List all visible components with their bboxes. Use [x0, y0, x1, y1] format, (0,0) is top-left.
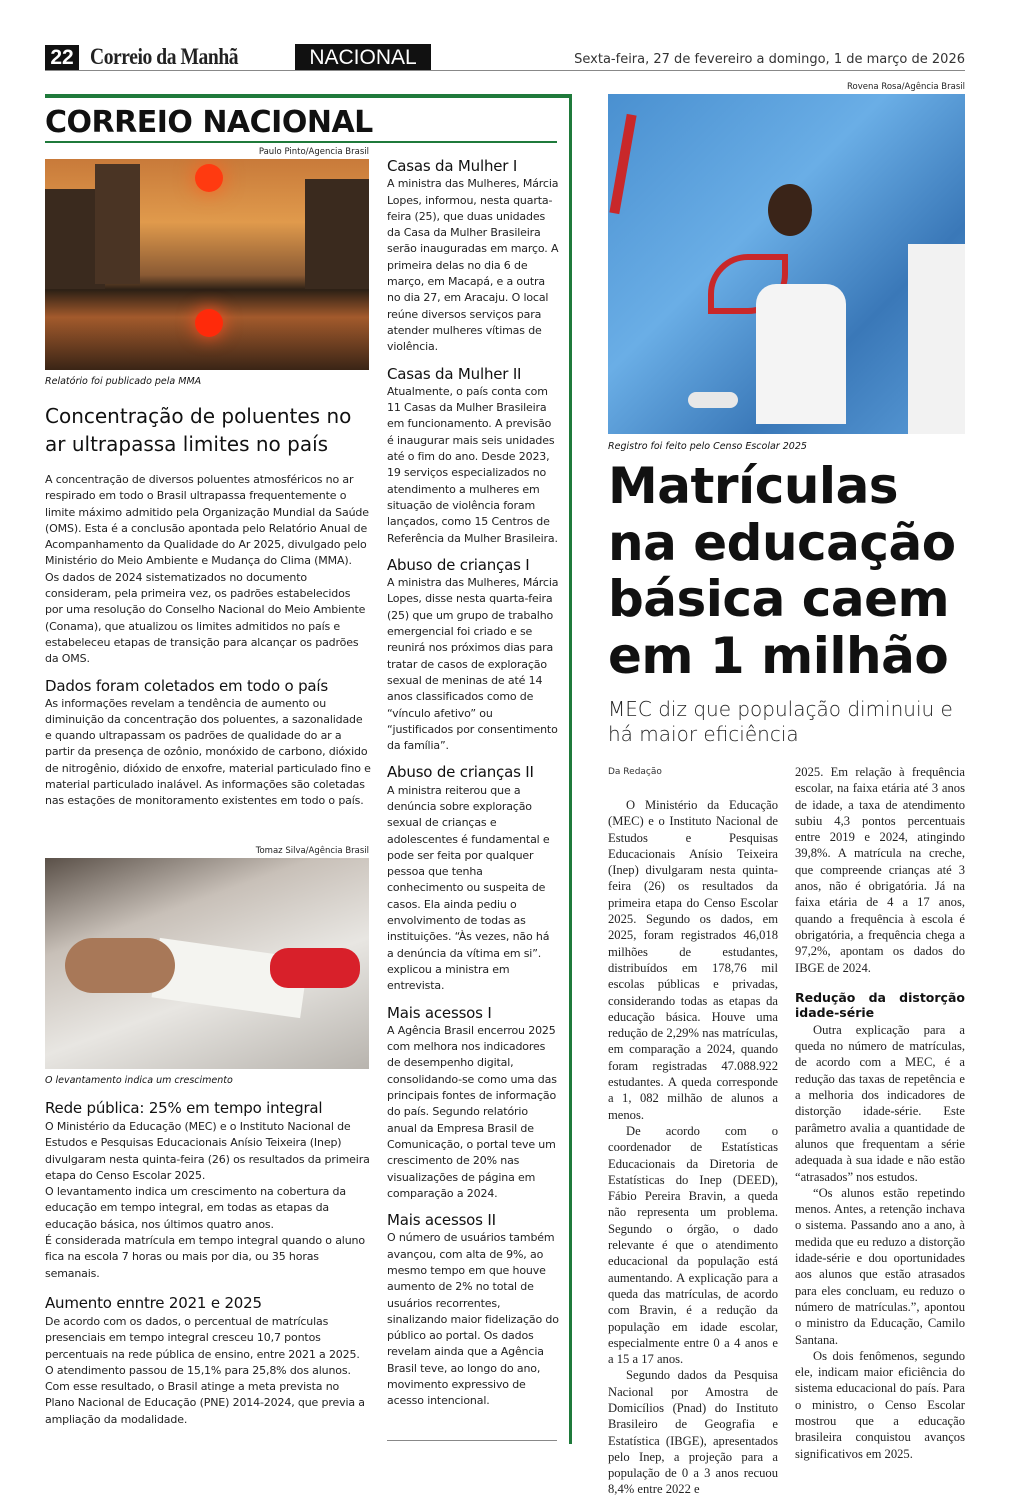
- paragraph: O Ministério da Educação (MEC) e o Instituto Nacional de Estudos e Pesquisas Educacionais Anísio Teixeira (Inep) divulgaram nesta quinta-feira (26) os resultados da primeira etapa do Censo Escolar 2025.: [45, 1120, 370, 1182]
- brief-title: Abuso de crianças I: [387, 555, 530, 574]
- sun-reflection: [195, 309, 223, 337]
- paragraph: De acordo com o coordenador de Estatísticas Educacionais da Diretoria de Estatísticas do Inep (DEED), Fábio Pereira Bravin, a queda não representa um problema. Segundo o órgão, o dado relevante é que o atendimento educacional da população está aumentando. A explicação para a queda das matrículas, de acordo com Bravin, é a redução da população em idade escolar, especialmente entre 0 a 4 anos e a 15 a 17 anos.: [608, 1123, 778, 1367]
- building-shape: [95, 164, 140, 284]
- subheading: Redução da distorção idade-série: [795, 989, 965, 1020]
- paragraph: Os dois fenômenos, segundo ele, indicam maior eficiência do sistema educacional do país. Para o ministro, o Censo Escolar mostrou que a educação brasileira conquistou avanços significativos em 2025.: [795, 1348, 965, 1461]
- photo-credit: Paulo Pinto/Agencia Brasil: [258, 147, 369, 157]
- building-shape: [305, 179, 369, 289]
- brief-item: [387, 158, 559, 356]
- green-column-rule: [569, 94, 572, 1444]
- graffiti-shape: [609, 114, 636, 214]
- paint-roller-shape: [688, 392, 738, 408]
- sun-shape: [195, 164, 223, 192]
- subheading: Rede pública: 25% em tempo integral: [45, 1099, 323, 1117]
- pencil-case-shape: [270, 948, 360, 988]
- paragraph: De acordo com os dados, o percentual de matrículas presenciais em tempo integral cresceu 10,7 pontos percentuais na rede pública de ensino, entre 2021 a 2025. O atendimento passou de 15,1% para 25,8% dos alunos. Com esse resultado, o Brasil atinge a meta prevista no Plano Nacional de Educação (PNE) 2014-2024, que previa a ampliação da modalidade.: [45, 1314, 365, 1426]
- main-headline: Matrículas na educação básica caem em 1 milhão: [608, 457, 956, 685]
- subheadline: MEC diz que população diminuiu e há maior eficiência: [608, 697, 953, 746]
- issue-date: Sexta-feira, 27 de fevereiro a domingo, 1 de março de 2026: [574, 52, 965, 67]
- header-divider: [45, 70, 965, 71]
- paragraph: Os dados de 2024 sistematizados no documento consideram, pela primeira vez, os padrões estabelecidos por uma resolução do Conselho Nacional do Meio Ambiente (Conama), que atualizou os limites admitidos no país e estabeleceu etapas de transição para alcançar os padrões da OMS.: [45, 570, 366, 666]
- column-end-rule: [387, 1440, 557, 1441]
- brief-title: Casas da Mulher II: [387, 364, 522, 383]
- arm-shape: [65, 938, 175, 993]
- brief-title: Mais acessos II: [387, 1211, 496, 1230]
- brief-item: [387, 557, 559, 755]
- child-shape: [908, 244, 965, 434]
- brief-text: Atualmente, o país conta com 11 Casas da Mulher Brasileira em funcionamento. A previsão é inaugurar mais seis unidades até o fim do ano. Desde 2023, 19 serviços especializados no atendimento a mulheres em situação de violência foram lançados, como 15 Centros de Referência da Mulher Brasileira.: [387, 384, 558, 545]
- news-briefs: [387, 152, 559, 1420]
- brief-text: A Agência Brasil encerrou 2025 com melhora nos indicadores de desempenho digital, consolidando-se como uma das principais fontes de informação do país. Segundo relatório anual da Empresa Brasil de Comunicação, o portal teve um crescimento de 20% nas visualizações de página em comparação a 2024.: [387, 1023, 557, 1200]
- photo-smog-sunset: [45, 159, 369, 370]
- photo-child-painting-wall: [608, 94, 965, 434]
- section-label: NACIONAL: [295, 44, 431, 70]
- brief-title: Mais acessos I: [387, 1003, 492, 1022]
- paragraph: “Os alunos estão repetindo menos. Antes, a retenção inchava o sistema. Passando ano a ano, à medida que eu reduzo a distorção idade-série e dou oportunidades aos alunos que estão atrasados para eles concluam, eu reduzo o número de matrículas.”, apontou o ministro da Educação, Camilo Santana.: [795, 1185, 965, 1347]
- paragraph: É considerada matrícula em tempo integral quando o aluno fica na escola 7 horas ou mais por dia, ou 35 horas semanais.: [45, 1234, 365, 1280]
- green-title-rule: [45, 141, 557, 143]
- brief-text: A ministra das Mulheres, Márcia Lopes, informou, nesta quarta-feira (25), que duas unidades da Casa da Mulher Brasileira serão inauguradas em março. A primeira delas no dia 6 de março, em Macapá, e a outra no dia 27, em Aracaju. O local reúne diversos serviços para atender mulheres vítimas de violência.: [387, 177, 559, 354]
- child-head-shape: [768, 184, 812, 236]
- brief-item: [387, 366, 559, 547]
- brief-item: [387, 1005, 559, 1203]
- photo-credit: Tomaz Silva/Agência Brasil: [255, 846, 369, 856]
- photo-caption: O levantamento indica um crescimento: [45, 1075, 233, 1086]
- article-column-1: [608, 797, 778, 1498]
- subheading: Dados foram coletados em todo o país: [45, 676, 328, 695]
- brief-item: [387, 764, 559, 994]
- page-number: 22: [45, 45, 79, 71]
- paragraph: Segundo dados da Pesquisa Nacional por Amostra de Domicílios (Pnad) do Instituto Brasileiro de Geografia e Estatística (IBGE), apresentados pelo Inep, a projeção para a população de 0 a 3 anos recuou 8,4% entre 2022 e: [608, 1368, 778, 1497]
- paragraph: Outra explicação para a queda no número de matrículas, de acordo com a MEC, é a redução das taxas de repetência e a melhoria dos indicadores de distorção idade-série. Este parâmetro avalia a quantidade de alunos que frequentam a série adequada à sua idade e não estão “atrasados” nos estudos.: [795, 1022, 965, 1184]
- newspaper-logo: Correio da Manhã: [90, 44, 239, 69]
- subheading: Aumento enntre 2021 e 2025: [45, 1293, 262, 1312]
- brief-item: [387, 1212, 559, 1410]
- brief-title: Casas da Mulher I: [387, 157, 518, 175]
- paragraph: 2025. Em relação à frequência escolar, na faixa etária até 3 anos de idade, a taxa de atendimento subiu 4,3 pontos percentuais entre 2019 e 2024, atingindo 39,8%. A matrícula na creche, que compreende crianças até 3 anos, não é obrigatória. Já na faixa etária de 4 a 17 anos, quando a frequência à escola é obrigatória, a frequência chega a 97,2%, apontam os dados do IBGE de 2024.: [795, 765, 965, 975]
- photo-caption: Registro foi feito pelo Censo Escolar 2025: [608, 441, 807, 452]
- paragraph: A concentração de diversos poluentes atmosféricos no ar respirado em todo o Brasil ultrapassa frequentemente o limite máximo admitido pela Organização Mundial da Saúde (OMS). Esta é a conclusão apontada pelo Relatório Anual de Acompanhamento da Qualidade do Ar 2025, divulgado pelo Ministério do Meio Ambiente e Mudança do Clima (MMA).: [45, 473, 369, 568]
- byline: Da Redação: [608, 767, 662, 777]
- brief-text: O número de usuários também avançou, com alta de 9%, ao mesmo tempo em que houve aumento de 2% no total de usuários recorrentes, sinalizando maior fidelização do público ao portal. Os dados revelam ainda que a Agência Brasil teve, ao longo do ano, movimento expressivo de acesso intencional.: [387, 1231, 559, 1408]
- article-headline: Concentração de poluentes no ar ultrapassa limites no país: [45, 404, 352, 456]
- photo-classroom: [45, 858, 369, 1069]
- green-top-rule: [45, 94, 572, 98]
- brief-title: Abuso de crianças II: [387, 763, 534, 782]
- article-body: [45, 1097, 371, 1428]
- paragraph: As informações revelam a tendência de aumento ou diminuição da concentração dos poluentes, a sazonalidade e quando ultrapassam os padrões de qualidade do ar a partir da presença de ozônio, monóxido de carbono, dióxido de nitrogênio, dióxido de enxofre, material particulado fino e material particulado inalável. As informações são coletadas nas estações de monitoramento existentes em todo o país.: [45, 696, 371, 808]
- column-title: CORREIO NACIONAL: [45, 105, 373, 140]
- child-shirt-shape: [756, 284, 846, 424]
- article-column-2: [795, 764, 965, 1462]
- brief-text: A ministra reiterou que a denúncia sobre exploração sexual de crianças e adolescentes é fundamental e pode ser feita por qualquer pessoa que tenha conhecimento ou suspeita de casos. Ela ainda pediu o envolvimento de todas as instituições. “Às vezes, não há a denúncia da vítima em si”. explicou a ministra em entrevista.: [387, 783, 550, 993]
- photo-caption: Relatório foi publicado pela MMA: [45, 376, 202, 387]
- paragraph: O Ministério da Educação (MEC) e o Instituto Nacional de Estudos e Pesquisas Educacionais Anísio Teixeira (Inep) divulgaram nesta quinta-feira (26) os resultados da primeira etapa do Censo Escolar 2025. Segundo os dados, em 2025, foram registrados 46,018 milhões de estudantes, distribuídos em 178,76 mil escolas públicas e privadas, considerando todas as etapas da educação básica. Houve uma redução de 2,29% nas matrículas, em comparação a 2024, quando foram registradas 47.088.922 estudantes. A queda corresponde a 1, 082 milhão de alunos a menos.: [608, 798, 778, 1122]
- brief-text: A ministra das Mulheres, Márcia Lopes, disse nesta quarta-feira (25) que um grupo de trabalho emergencial foi criado e se reunirá nos próximos dias para tratar de casos de exploração sexual de meninas de até 14 anos classificados como de “vínculo afetivo” ou “justificados por consentimento da família”.: [387, 576, 559, 753]
- paragraph: O levantamento indica um crescimento na cobertura da educação em tempo integral, em todas as etapas da educação básica, nos últimos quatro anos.: [45, 1185, 346, 1231]
- article-body: [45, 472, 371, 810]
- photo-credit: Rovena Rosa/Agência Brasil: [847, 82, 965, 92]
